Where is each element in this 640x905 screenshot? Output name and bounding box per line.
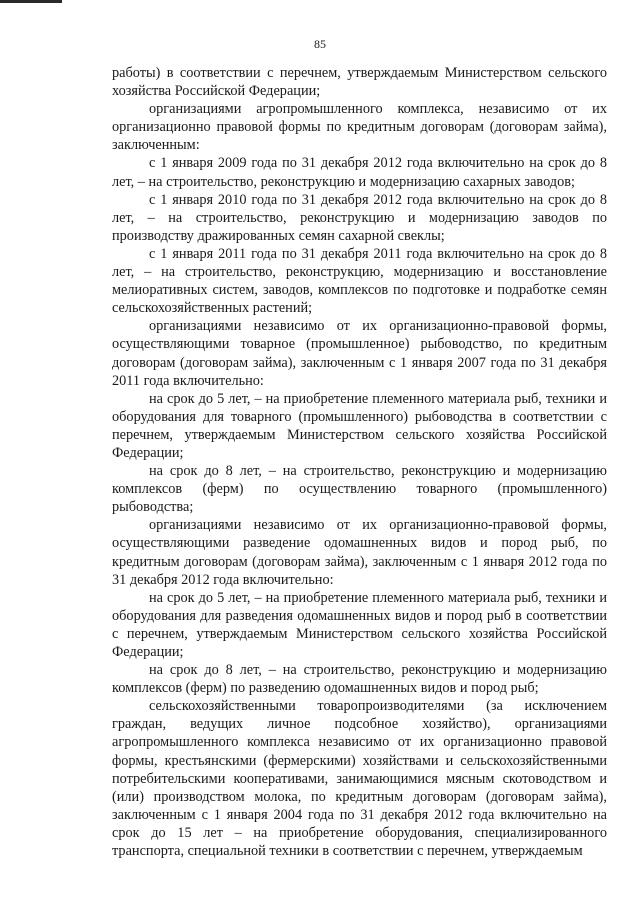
- paragraph-1: работы) в соответствии с перечнем, утверждаемым Министерством сельского хозяйства Российской Федерации;: [112, 65, 607, 100]
- paragraph-7: на срок до 5 лет, – на приобретение племенного материала рыб, техники и оборудования для товарного (промышленного) рыбоводства в соответствии с перечнем, утверждаемым Министерством сельского хозяйства Российской Федерации;: [112, 390, 607, 461]
- paragraph-10: на срок до 5 лет, – на приобретение племенного материала рыб, техники и оборудования для разведения одомашненных видов и пород рыб в соответствии с перечнем, утверждаемым Министерством сельского хозяйства Российской Федерации;: [112, 589, 607, 660]
- paragraph-2: организациями агропромышленного комплекса, независимо от их организационно правовой формы по кредитным договорам (договорам займа), заключенным:: [112, 101, 607, 154]
- paragraph-3: с 1 января 2009 года по 31 декабря 2012 года включительно на срок до 8 лет, – на строительство, реконструкцию и модернизацию сахарных заводов;: [112, 155, 607, 190]
- page-number: 85: [314, 37, 326, 51]
- paragraph-5: с 1 января 2011 года по 31 декабря 2011 года включительно на срок до 8 лет, – на строительство, реконструкцию, модернизацию и восстановление мелиоративных систем, заводов, комплексов по подготовке и подработке семян сельскохозяйственных растений;: [112, 245, 607, 317]
- document-body: [112, 64, 607, 860]
- scan-edge-mark: [0, 0, 62, 3]
- paragraph-11: на срок до 8 лет, – на строительство, реконструкцию и модернизацию комплексов (ферм) по разведению одомашненных видов и пород рыб;: [112, 662, 607, 697]
- paragraph-4: с 1 января 2010 года по 31 декабря 2012 года включительно на срок до 8 лет, – на строительство, реконструкцию и модернизацию заводов по производству дражированных семян сахарной свеклы;: [112, 191, 607, 244]
- paragraph-12: сельскохозяйственными товаропроизводителями (за исключением граждан, ведущих личное подсобное хозяйство), организациями агропромышленного комплекса независимо от их организационно правовой формы, крестьянскими (фермерскими) хозяйствами и сельскохозяйственными потребительскими кооперативами, занимающимися мясным скотоводством и (или) производством молока, по кредитным договорам (договорам займа), заключенным с 1 января 2004 года по 31 декабря 2012 года включительно на срок до 15 лет – на приобретение оборудования, специализированного транспорта, специальной техники в соответствии с перечнем, утверждаемым: [112, 698, 607, 860]
- paragraph-6: организациями независимо от их организационно-правовой формы, осуществляющими товарное (промышленное) рыбоводство, по кредитным договорам (договорам займа), заключенным с 1 января 2007 года по 31 декабря 2011 года включительно:: [112, 318, 607, 389]
- paragraph-8: на срок до 8 лет, – на строительство, реконструкцию и модернизацию комплексов (ферм) по осуществлению товарного (промышленного) рыбоводства;: [112, 463, 607, 516]
- paragraph-9: организациями независимо от их организационно-правовой формы, осуществляющими разведение одомашненных видов и пород рыб, по кредитным договорам (договорам займа), заключенным с 1 января 2012 года по 31 декабря 2012 года включительно:: [112, 517, 607, 588]
